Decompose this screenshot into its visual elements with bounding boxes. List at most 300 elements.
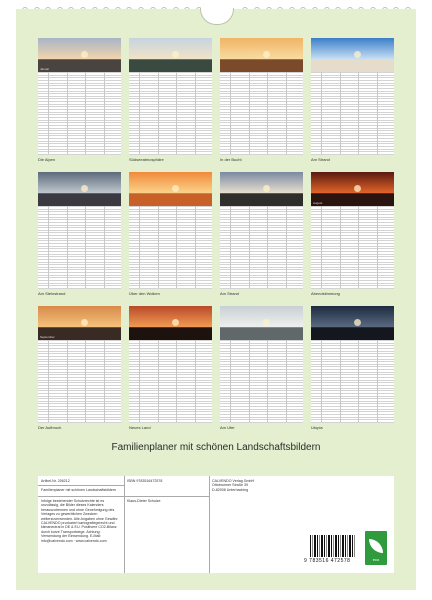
landscape-photo xyxy=(220,306,303,340)
day-row-line xyxy=(129,128,212,129)
day-row-line xyxy=(129,85,212,86)
day-row-line xyxy=(311,280,394,281)
day-row-line xyxy=(311,114,394,115)
day-row-line xyxy=(311,422,394,423)
day-row-line xyxy=(220,269,303,270)
day-row-line xyxy=(38,77,121,78)
day-row-line xyxy=(220,146,303,147)
day-row-line xyxy=(311,130,394,131)
day-row-line xyxy=(38,238,121,239)
info-divider xyxy=(209,476,210,573)
day-row-line xyxy=(311,96,394,97)
month-caption: Die Alpen xyxy=(38,157,56,162)
day-row-line xyxy=(220,254,303,255)
day-row-line xyxy=(311,385,394,386)
day-row-line xyxy=(220,225,303,226)
person-column-line xyxy=(48,206,49,288)
day-row-line xyxy=(38,227,121,228)
day-row-line xyxy=(38,133,121,134)
day-grid xyxy=(311,206,394,288)
day-row-line xyxy=(129,251,212,252)
day-row-line xyxy=(38,254,121,255)
sun-icon xyxy=(172,319,179,326)
day-row-line xyxy=(220,243,303,244)
day-row-line xyxy=(129,106,212,107)
day-row-line xyxy=(220,238,303,239)
day-row-line xyxy=(38,85,121,86)
day-row-line xyxy=(129,238,212,239)
month-caption: Über den Wolken xyxy=(129,291,160,296)
day-row-line xyxy=(311,117,394,118)
day-row-line xyxy=(311,230,394,231)
day-row-line xyxy=(129,364,212,365)
day-row-line xyxy=(129,217,212,218)
day-row-line xyxy=(38,232,121,233)
day-row-line xyxy=(220,227,303,228)
day-row-line xyxy=(129,377,212,378)
person-column-line xyxy=(249,206,250,288)
day-row-line xyxy=(220,77,303,78)
day-row-line xyxy=(38,225,121,226)
day-row-line xyxy=(129,135,212,136)
day-row-line xyxy=(311,77,394,78)
day-row-line xyxy=(38,377,121,378)
day-row-line xyxy=(311,356,394,357)
person-column-line xyxy=(286,340,287,422)
day-row-line xyxy=(311,396,394,397)
day-row-line xyxy=(311,361,394,362)
day-row-line xyxy=(129,262,212,263)
day-row-line xyxy=(38,154,121,155)
day-row-line xyxy=(311,80,394,81)
day-row-line xyxy=(220,388,303,389)
day-row-line xyxy=(220,345,303,346)
day-row-line xyxy=(220,96,303,97)
day-row-line xyxy=(311,154,394,155)
landscape-photo xyxy=(129,306,212,340)
day-grid xyxy=(38,206,121,288)
person-column-line xyxy=(158,206,159,288)
sun-icon xyxy=(263,185,270,192)
day-row-line xyxy=(129,398,212,399)
day-row-line xyxy=(38,206,121,207)
day-row-line xyxy=(129,254,212,255)
sun-icon xyxy=(172,185,179,192)
day-row-line xyxy=(311,414,394,415)
person-column-line xyxy=(377,206,378,288)
day-row-line xyxy=(220,411,303,412)
day-row-line xyxy=(220,280,303,281)
person-column-line xyxy=(286,72,287,154)
day-row-line xyxy=(38,398,121,399)
day-row-line xyxy=(129,393,212,394)
day-row-line xyxy=(220,272,303,273)
day-row-line xyxy=(38,120,121,121)
day-row-line xyxy=(129,114,212,115)
day-row-line xyxy=(220,80,303,81)
day-row-line xyxy=(220,414,303,415)
author: Klaus-Dieter Schulze xyxy=(127,499,161,503)
day-row-line xyxy=(38,217,121,218)
day-row-line xyxy=(311,238,394,239)
day-row-line xyxy=(311,262,394,263)
month-caption: Der Aufbruch xyxy=(38,425,62,430)
sun-icon xyxy=(81,51,88,58)
day-row-line xyxy=(220,359,303,360)
day-row-line xyxy=(129,141,212,142)
day-row-line xyxy=(38,267,121,268)
person-column-line xyxy=(230,340,231,422)
person-column-line xyxy=(286,206,287,288)
person-column-line xyxy=(267,72,268,154)
day-row-line xyxy=(129,267,212,268)
day-grid xyxy=(220,72,303,154)
day-row-line xyxy=(311,369,394,370)
person-column-line xyxy=(176,340,177,422)
eco-label: eco xyxy=(372,557,380,562)
day-row-line xyxy=(220,369,303,370)
day-row-line xyxy=(311,101,394,102)
day-row-line xyxy=(129,109,212,110)
day-row-line xyxy=(311,372,394,373)
day-row-line xyxy=(129,369,212,370)
day-row-line xyxy=(311,225,394,226)
day-row-line xyxy=(220,149,303,150)
day-row-line xyxy=(38,151,121,152)
day-row-line xyxy=(38,382,121,383)
day-row-line xyxy=(38,130,121,131)
day-row-line xyxy=(129,283,212,284)
day-row-line xyxy=(129,227,212,228)
day-row-line xyxy=(129,230,212,231)
day-row-line xyxy=(129,419,212,420)
person-column-line xyxy=(139,340,140,422)
day-row-line xyxy=(129,154,212,155)
landscape-photo xyxy=(220,38,303,72)
day-row-line xyxy=(129,396,212,397)
day-row-line xyxy=(220,230,303,231)
day-row-line xyxy=(129,75,212,76)
info-calendar-title: Familienplaner mit schönen Landschaftsbildern xyxy=(41,488,117,492)
day-row-line xyxy=(129,143,212,144)
day-row-line xyxy=(311,403,394,404)
day-row-line xyxy=(129,209,212,210)
month-caption: Am Strand xyxy=(220,291,239,296)
day-row-line xyxy=(311,83,394,84)
day-row-line xyxy=(38,72,121,73)
barcode-number: 9 783516 472578 xyxy=(304,558,351,564)
day-row-line xyxy=(220,240,303,241)
day-row-line xyxy=(220,206,303,207)
day-row-line xyxy=(38,114,121,115)
day-row-line xyxy=(129,91,212,92)
day-row-line xyxy=(220,256,303,257)
day-row-line xyxy=(311,72,394,73)
day-row-line xyxy=(220,403,303,404)
person-column-line xyxy=(48,340,49,422)
day-row-line xyxy=(38,409,121,410)
day-row-line xyxy=(38,125,121,126)
person-column-line xyxy=(377,72,378,154)
day-row-line xyxy=(38,351,121,352)
day-row-line xyxy=(38,369,121,370)
day-row-line xyxy=(311,288,394,289)
day-row-line xyxy=(129,343,212,344)
day-row-line xyxy=(129,382,212,383)
sun-icon xyxy=(263,51,270,58)
day-row-line xyxy=(220,114,303,115)
day-row-line xyxy=(38,240,121,241)
person-column-line xyxy=(340,72,341,154)
day-row-line xyxy=(220,101,303,102)
day-row-line xyxy=(129,117,212,118)
day-row-line xyxy=(129,222,212,223)
person-column-line xyxy=(340,340,341,422)
day-row-line xyxy=(129,275,212,276)
day-row-line xyxy=(220,104,303,105)
day-row-line xyxy=(311,219,394,220)
day-row-line xyxy=(311,227,394,228)
day-row-line xyxy=(38,106,121,107)
day-row-line xyxy=(311,232,394,233)
day-row-line xyxy=(129,104,212,105)
day-row-line xyxy=(220,417,303,418)
day-row-line xyxy=(220,143,303,144)
day-row-line xyxy=(129,351,212,352)
day-row-line xyxy=(129,130,212,131)
day-row-line xyxy=(38,214,121,215)
day-row-line xyxy=(311,206,394,207)
publisher-line: Ottobrunner Straße 39 xyxy=(212,483,248,488)
day-row-line xyxy=(311,88,394,89)
day-row-line xyxy=(129,232,212,233)
day-row-line xyxy=(129,348,212,349)
day-row-line xyxy=(311,243,394,244)
day-row-line xyxy=(129,372,212,373)
day-row-line xyxy=(311,254,394,255)
day-row-line xyxy=(38,146,121,147)
day-row-line xyxy=(129,390,212,391)
barcode xyxy=(304,535,358,565)
day-row-line xyxy=(129,98,212,99)
day-row-line xyxy=(129,256,212,257)
person-column-line xyxy=(321,72,322,154)
person-column-line xyxy=(195,340,196,422)
person-column-line xyxy=(195,206,196,288)
eco-badge xyxy=(365,531,387,565)
day-row-line xyxy=(129,138,212,139)
day-row-line xyxy=(220,222,303,223)
day-row-line xyxy=(38,374,121,375)
person-column-line xyxy=(230,72,231,154)
day-grid xyxy=(311,72,394,154)
day-row-line xyxy=(220,262,303,263)
day-row-line xyxy=(129,246,212,247)
month-caption: Südseeatmosphäre xyxy=(129,157,164,162)
day-row-line xyxy=(220,267,303,268)
day-row-line xyxy=(311,251,394,252)
day-row-line xyxy=(38,138,121,139)
day-row-line xyxy=(129,406,212,407)
day-row-line xyxy=(129,353,212,354)
landscape-photo xyxy=(129,38,212,72)
day-row-line xyxy=(38,83,121,84)
sun-icon xyxy=(81,319,88,326)
day-row-line xyxy=(38,235,121,236)
day-row-line xyxy=(38,262,121,263)
month-label: Januar xyxy=(40,67,50,71)
day-row-line xyxy=(38,343,121,344)
day-row-line xyxy=(38,259,121,260)
day-row-line xyxy=(311,401,394,402)
day-row-line xyxy=(311,240,394,241)
day-row-line xyxy=(220,246,303,247)
day-row-line xyxy=(311,246,394,247)
day-row-line xyxy=(129,277,212,278)
day-row-line xyxy=(129,269,212,270)
person-column-line xyxy=(104,206,105,288)
day-row-line xyxy=(129,345,212,346)
day-row-line xyxy=(311,359,394,360)
day-row-line xyxy=(311,209,394,210)
day-row-line xyxy=(38,122,121,123)
person-column-line xyxy=(176,72,177,154)
day-row-line xyxy=(220,264,303,265)
person-column-line xyxy=(358,340,359,422)
day-row-line xyxy=(38,406,121,407)
day-row-line xyxy=(220,130,303,131)
day-row-line xyxy=(38,366,121,367)
day-row-line xyxy=(220,232,303,233)
landscape-photo xyxy=(220,172,303,206)
day-row-line xyxy=(129,340,212,341)
day-row-line xyxy=(129,72,212,73)
person-column-line xyxy=(249,72,250,154)
day-row-line xyxy=(311,380,394,381)
day-row-line xyxy=(38,417,121,418)
day-row-line xyxy=(311,146,394,147)
day-row-line xyxy=(220,353,303,354)
day-row-line xyxy=(311,106,394,107)
day-row-line xyxy=(311,109,394,110)
day-grid xyxy=(220,206,303,288)
person-column-line xyxy=(195,72,196,154)
landscape-photo xyxy=(311,172,394,206)
day-row-line xyxy=(38,222,121,223)
day-row-line xyxy=(311,112,394,113)
day-row-line xyxy=(220,343,303,344)
day-row-line xyxy=(129,374,212,375)
day-row-line xyxy=(220,217,303,218)
day-row-line xyxy=(38,390,121,391)
day-row-line xyxy=(311,267,394,268)
day-row-line xyxy=(38,219,121,220)
day-row-line xyxy=(311,351,394,352)
day-row-line xyxy=(220,361,303,362)
day-row-line xyxy=(220,401,303,402)
day-row-line xyxy=(129,285,212,286)
day-row-line xyxy=(220,117,303,118)
day-row-line xyxy=(38,104,121,105)
day-row-line xyxy=(129,359,212,360)
day-row-line xyxy=(220,128,303,129)
day-row-line xyxy=(311,409,394,410)
month-caption: Neues Land xyxy=(129,425,151,430)
day-row-line xyxy=(129,240,212,241)
day-row-line xyxy=(220,211,303,212)
day-row-line xyxy=(129,366,212,367)
day-row-line xyxy=(311,211,394,212)
day-row-line xyxy=(220,85,303,86)
day-row-line xyxy=(129,385,212,386)
day-row-line xyxy=(220,396,303,397)
article-number: Artikel-Nr. 206212 xyxy=(41,479,70,483)
day-row-line xyxy=(129,422,212,423)
day-row-line xyxy=(311,353,394,354)
day-row-line xyxy=(38,359,121,360)
day-row-line xyxy=(311,343,394,344)
day-row-line xyxy=(220,154,303,155)
day-row-line xyxy=(220,340,303,341)
day-row-line xyxy=(311,214,394,215)
day-row-line xyxy=(129,361,212,362)
day-row-line xyxy=(38,117,121,118)
day-row-line xyxy=(311,398,394,399)
day-row-line xyxy=(38,411,121,412)
day-row-line xyxy=(220,135,303,136)
day-row-line xyxy=(311,377,394,378)
day-row-line xyxy=(220,109,303,110)
month-caption: In der Bucht xyxy=(220,157,242,162)
day-row-line xyxy=(220,356,303,357)
person-column-line xyxy=(139,72,140,154)
day-row-line xyxy=(311,364,394,365)
sun-icon xyxy=(354,51,361,58)
month-caption: Am Ufer xyxy=(220,425,235,430)
day-row-line xyxy=(220,235,303,236)
sun-icon xyxy=(263,319,270,326)
day-row-line xyxy=(311,141,394,142)
day-row-line xyxy=(129,243,212,244)
day-row-line xyxy=(220,251,303,252)
day-row-line xyxy=(38,101,121,102)
day-row-line xyxy=(311,269,394,270)
day-row-line xyxy=(311,382,394,383)
day-row-line xyxy=(311,419,394,420)
day-row-line xyxy=(220,98,303,99)
day-row-line xyxy=(129,414,212,415)
day-row-line xyxy=(220,83,303,84)
day-row-line xyxy=(38,98,121,99)
day-row-line xyxy=(38,364,121,365)
month-label: September xyxy=(40,335,55,339)
day-row-line xyxy=(311,122,394,123)
day-row-line xyxy=(311,411,394,412)
day-row-line xyxy=(311,388,394,389)
day-row-line xyxy=(129,80,212,81)
day-row-line xyxy=(311,277,394,278)
day-row-line xyxy=(38,401,121,402)
barcode-bars xyxy=(310,535,356,557)
day-row-line xyxy=(220,219,303,220)
month-label: August xyxy=(313,201,323,205)
day-row-line xyxy=(38,277,121,278)
day-row-line xyxy=(129,409,212,410)
day-grid xyxy=(220,340,303,422)
day-row-line xyxy=(38,353,121,354)
day-row-line xyxy=(311,417,394,418)
person-column-line xyxy=(85,206,86,288)
